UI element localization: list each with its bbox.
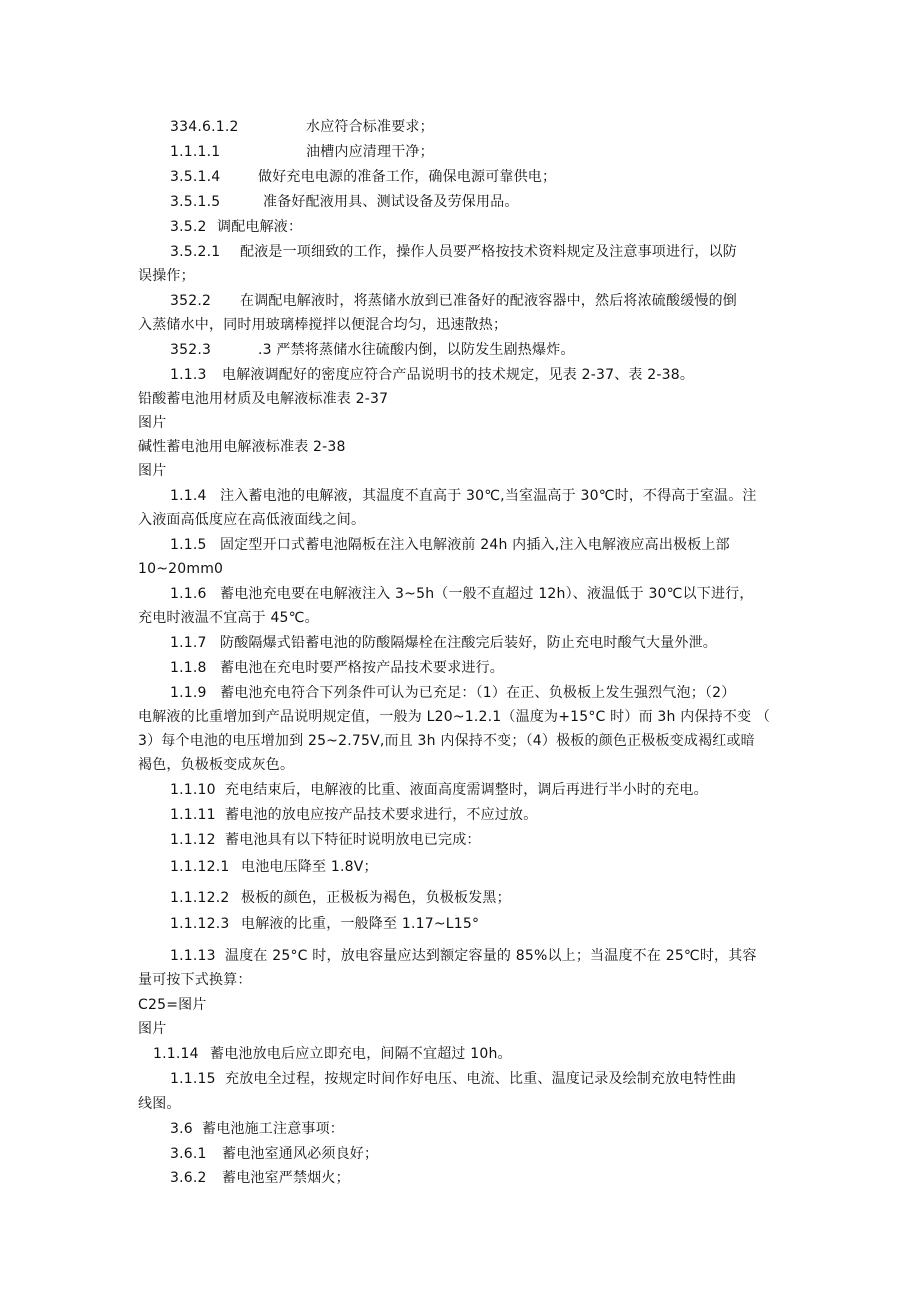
clause-1-1-15 [170, 1070, 736, 1088]
clause-number: 1.1.12.2 [170, 890, 230, 906]
clause-number: 3.6.1 [170, 1146, 207, 1162]
clause-3-5-1-4 [170, 168, 556, 186]
clause-text: 准备好配液用具、测试设备及劳保用品。 [263, 194, 519, 210]
clause-number: 1.1.12.3 [170, 916, 230, 932]
clause-number: 1.1.6 [170, 586, 207, 602]
clause-number: 1.1.12.1 [170, 859, 230, 875]
clause-text: 充电结束后，电解液的比重、液面高度需调整时，调后再进行半小时的充电。 [225, 782, 708, 798]
clause-text: 蓄电池充电要在电解液注入 3~5h（一般不直超过 12h）、液温低于 30℃以下进行， [220, 586, 754, 602]
clause-1-1-3 [170, 366, 694, 384]
clause-text: 电解液的比重，一般降至 1.17~L15° [241, 916, 480, 932]
clause-1-1-6 [170, 585, 754, 603]
clause-text: 蓄电池室通风必须良好； [222, 1146, 379, 1162]
table-caption-2-38: 碱性蓄电池用电解液标准表 2-38 [138, 439, 346, 455]
clause-number: 1.1.11 [170, 807, 216, 823]
clause-1-1-7 [170, 634, 717, 652]
clause-text: 充放电全过程，按规定时间作好电压、电流、比重、温度记录及绘制充放电特性曲 [225, 1071, 737, 1087]
clause-number: 1.1.15 [170, 1071, 216, 1087]
clause-text: 注入蓄电池的电解液，其温度不直高于 30℃,当室温高于 30℃时，不得高于室温。注 [220, 488, 757, 504]
table-caption-2-37: 铅酸蓄电池用材质及电解液标准表 2-37 [138, 391, 389, 407]
clause-1-1-12 [170, 831, 481, 849]
clause-text: 极板的颜色，正极板为褐色，负极板发黑； [241, 890, 511, 906]
clause-1-1-14 [153, 1045, 512, 1063]
clause-number: 3.5.1.5 [170, 194, 221, 210]
clause-text: 蓄电池充电符合下列条件可认为已充足：（1）在正、负极板上发生强烈气泡；（2） [220, 685, 736, 701]
clause-continuation: 线图。 [138, 1096, 181, 1112]
clause-text: 水应符合标准要求； [306, 119, 434, 135]
clause-text: 固定型开口式蓄电池隔板在注入电解液前 24h 内插入,注入电解液应高出极板上部 [220, 537, 730, 553]
clause-text: 蓄电池在充电时要严格按产品技术要求进行。 [220, 660, 504, 676]
clause-text: 蓄电池的放电应按产品技术要求进行，不应过放。 [225, 807, 538, 823]
clause-text: 电池电压降至 1.8V； [241, 859, 378, 875]
clause-number: 1.1.13 [170, 948, 216, 964]
clause-continuation: 3）每个电池的电压增加到 25~2.75V,而且 3h 内保持不变；（4）极板的颜色正极板变成褐红或暗 [138, 733, 755, 749]
clause-text: 蓄电池施工注意事项： [202, 1121, 344, 1137]
clause-continuation: 电解液的比重增加到产品说明规定值，一般为 L20~1.2.1（温度为+15°C 时）而 3h 内保持不变 （ [138, 709, 771, 725]
clause-3-6-1 [170, 1145, 378, 1163]
clause-text: 油槽内应清理干净； [306, 144, 434, 160]
clause-352-3 [170, 341, 575, 359]
clause-text: 蓄电池室严禁烟火； [222, 1170, 350, 1186]
clause-number: 334.6.1.2 [170, 119, 239, 135]
clause-number: 352.3 [170, 342, 212, 358]
clause-text: 电解液调配好的密度应符合产品说明书的技术规定，见表 2-37、表 2-38。 [222, 367, 695, 383]
clause-1-1-4 [170, 487, 757, 505]
clause-3-6-2 [170, 1169, 350, 1187]
clause-1-1-8 [170, 659, 504, 677]
clause-number: 1.1.7 [170, 635, 207, 651]
clause-number: 352.2 [170, 293, 212, 309]
clause-number: 1.1.3 [170, 367, 207, 383]
clause-1-1-1-1 [170, 143, 434, 161]
clause-number: 1.1.14 [153, 1046, 199, 1062]
clause-text: 蓄电池具有以下特征时说明放电已完成： [225, 832, 481, 848]
formula-c25: C25=图片 [138, 997, 207, 1013]
clause-3-5-2 [170, 218, 302, 236]
section-3-6 [170, 1120, 344, 1138]
clause-continuation: 入液面高低度应在高低液面线之间。 [138, 512, 366, 528]
clause-1-1-5 [170, 536, 730, 554]
clause-1-1-13 [170, 947, 757, 965]
clause-number: 3.5.2 [170, 219, 207, 235]
clause-3-5-1-5 [170, 193, 519, 211]
clause-1-1-9 [170, 684, 735, 702]
clause-number: 1.1.8 [170, 660, 207, 676]
clause-text: 蓄电池放电后应立即充电，间隔不宜超过 10h。 [210, 1046, 512, 1062]
clause-continuation: 入蒸储水中，同时用玻璃棒搅拌以便混合均匀，迅速散热； [138, 317, 508, 333]
clause-number: 1.1.5 [170, 537, 207, 553]
clause-1-1-10 [170, 781, 708, 799]
clause-text: 做好充电电源的准备工作，确保电源可靠供电； [258, 169, 557, 185]
clause-number: 3.5.2.1 [170, 244, 221, 260]
clause-352-2 [170, 292, 737, 310]
clause-continuation: 误操作； [138, 268, 195, 284]
clause-1-1-11 [170, 806, 537, 824]
image-placeholder: 图片 [138, 1021, 167, 1037]
clause-3-5-2-1 [170, 243, 737, 261]
clause-text: 防酸隔爆式铅蓄电池的防酸隔爆栓在注酸完后装好，防止充电时酸气大量外泄。 [220, 635, 717, 651]
clause-number: 1.1.9 [170, 685, 207, 701]
clause-1-1-12-3 [170, 915, 479, 933]
clause-1-1-12-2 [170, 889, 511, 907]
image-placeholder: 图片 [138, 415, 167, 431]
clause-text: 调配电解液： [217, 219, 303, 235]
clause-number: 1.1.1.1 [170, 144, 221, 160]
clause-number: 3.6 [170, 1121, 193, 1137]
image-placeholder: 图片 [138, 463, 167, 479]
clause-text: 配液是一项细致的工作，操作人员要严格按技术资料规定及注意事项进行，以防 [240, 244, 737, 260]
clause-continuation: 充电时液温不宜高于 45℃。 [138, 610, 319, 626]
clause-1-1-12-1 [170, 858, 378, 876]
clause-continuation: 量可按下式换算： [138, 972, 252, 988]
clause-number: 3.5.1.4 [170, 169, 221, 185]
clause-text: .3 严禁将蒸储水往硫酸内倒，以防发生剧热爆炸。 [258, 342, 575, 358]
clause-334-6-1-2 [170, 118, 434, 136]
clause-number: 1.1.4 [170, 488, 207, 504]
clause-continuation: 褐色，负极板变成灰色。 [138, 757, 295, 773]
clause-continuation: 10~20mm0 [138, 561, 224, 577]
clause-number: 1.1.10 [170, 782, 216, 798]
clause-text: 温度在 25°C 时，放电容量应达到额定容量的 85%以上；当温度不在 25℃时，其容 [225, 948, 757, 964]
clause-text: 在调配电解液时，将蒸储水放到已准备好的配液容器中，然后将浓硫酸缓慢的倒 [240, 293, 737, 309]
clause-number: 1.1.12 [170, 832, 216, 848]
clause-number: 3.6.2 [170, 1170, 207, 1186]
